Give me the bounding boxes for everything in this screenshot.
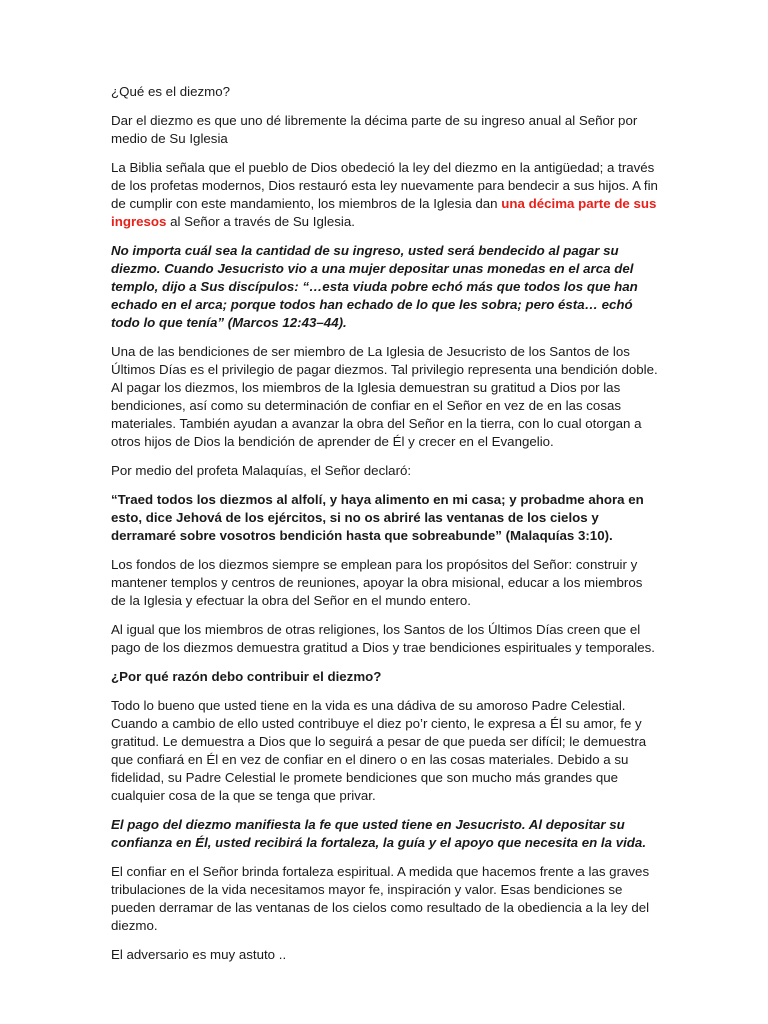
paragraph-al-igual: Al igual que los miembros de otras religiones, los Santos de los Últimos Días creen que el pago de los diezmos demuestra gratitud a Dios y trae bendiciones espirituales y temporales. bbox=[111, 622, 655, 655]
paragraph-fondos: Los fondos de los diezmos siempre se emplean para los propósitos del Señor: construir y mantener templos y centros de reuniones, apoyar la obra misional, educar a los miembros de la Iglesia y efectuar la obra del Señor en el mundo entero. bbox=[111, 557, 643, 608]
paragraph-malaquias-intro: Por medio del profeta Malaquías, el Señor declaró: bbox=[111, 463, 412, 478]
paragraph-biblia-text: La Biblia señala que el pueblo de Dios obedeció la ley del diezmo en la antigüedad; a través de los profetas modernos, Dios restauró esta ley nuevamente para bendecir a sus hijos. A fin de cumplir con este mandamiento, los miembros de la Iglesia dan bbox=[111, 160, 658, 211]
paragraph-confiar: El confiar en el Señor brinda fortaleza espiritual. A medida que hacemos frente a las graves tribulaciones de la vida necesitamos mayor fe, inspiración y valor. Esas bendiciones se pueden derramar de las ventanas de los cielos como resultado de la obediencia a la ley del diezmo. bbox=[111, 864, 650, 933]
heading-que-es-el-diezmo: ¿Qué es el diezmo? bbox=[111, 84, 230, 99]
paragraph-pago-del-diezmo: El pago del diezmo manifiesta la fe que usted tiene en Jesucristo. Al depositar su confianza en Él, usted recibirá la fortaleza, la guía y el apoyo que necesita en la vida. bbox=[111, 817, 647, 850]
heading-por-que-razon: ¿Por qué razón debo contribuir el diezmo? bbox=[111, 669, 382, 684]
paragraph-biblia-end: al Señor a través de Su Iglesia. bbox=[166, 214, 355, 229]
paragraph-marcos-quote: No importa cuál sea la cantidad de su ingreso, usted será bendecido al pagar su diezmo. Cuando Jesucristo vio a una mujer depositar unas monedas en el arca del templo, dijo a Sus discípulos: “…esta viuda pobre echó más que todos los que han echado en el arca; porque todos han echado de lo que les sobra; pero ésta… echó todo lo que tenía” (Marcos 12:43–44). bbox=[111, 243, 638, 330]
highlight-decima-parte: una décima parte de sus ingresos bbox=[111, 196, 657, 229]
document-page bbox=[111, 83, 659, 975]
paragraph-adversario: El adversario es muy astuto .. bbox=[111, 947, 287, 962]
paragraph-biblia bbox=[111, 159, 659, 231]
paragraph-malaquias-quote: “Traed todos los diezmos al alfolí, y haya alimento en mi casa; y probadme ahora en esto, dice Jehová de los ejércitos, si no os abriré las ventanas de los cielos y derramaré sobre vosotros bendición hasta que sobreabunde” (Malaquías 3:10). bbox=[111, 492, 644, 543]
paragraph-definition: Dar el diezmo es que uno dé libremente la décima parte de su ingreso anual al Señor por medio de Su Iglesia bbox=[111, 113, 638, 146]
paragraph-bendiciones: Una de las bendiciones de ser miembro de La Iglesia de Jesucristo de los Santos de los Últimos Días es el privilegio de pagar diezmos. Tal privilegio representa una bendición doble. Al pagar los diezmos, los miembros de la Iglesia demuestran su gratitud a Dios por las bendiciones, así como su determinación de confiar en el Señor en vez de en las cosas materiales. También ayudan a avanzar la obra del Señor en la tierra, con lo cual otorgan a otros hijos de Dios la bendición de aprender de Él y crecer en el Evangelio. bbox=[111, 344, 658, 449]
paragraph-todo-lo-bueno: Todo lo bueno que usted tiene en la vida es una dádiva de su amoroso Padre Celestial. Cuando a cambio de ello usted contribuye el diez po’r ciento, le expresa a Él su amor, fe y gratitud. Le demuestra a Dios que lo seguirá a pesar de que pueda ser difícil; le demuestra que confiará en Él en vez de confiar en el dinero o en las cosas materiales. Debido a su fidelidad, su Padre Celestial le promete bendiciones que son mucho más grandes que cualquier cosa de la que se tenga que privar. bbox=[111, 698, 647, 803]
